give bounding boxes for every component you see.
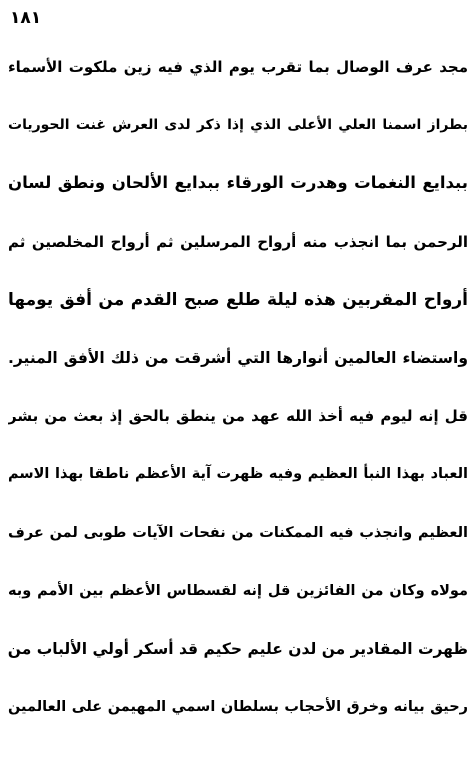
text-line: بطراز اسمنا العلي الأعلى الذي إذا ذكر لدى العرش غنت الحوريات xyxy=(8,117,468,134)
text-line: مجد عرف الوصال بما تقرب يوم الذي فيه زين ملكوت الأسماء xyxy=(8,58,468,76)
text-line: مولاه وكان من الفائزين قل إنه لقسطاس الأعظم بين الأمم وبه xyxy=(8,582,468,599)
text-line: ظهرت المقادير من لدن عليم حكيم قد أسكر أولي الألباب من xyxy=(8,639,468,658)
text-line: أرواح المقربين هذه ليلة طلع صبح القدم من أفق يومها xyxy=(8,289,468,310)
text-line: الرحمن بما انجذب منه أرواح المرسلين ثم أرواح المخلصين ثم xyxy=(8,232,468,251)
text-line: العظيم وانجذب فيه الممكنات من نفحات الآيات طوبى لمن عرف xyxy=(8,524,468,541)
page-number: ١٨١ xyxy=(10,8,42,28)
text-line: رحيق بيانه وخرق الأحجاب بسلطان اسمي المهيمن على العالمين xyxy=(8,699,468,716)
text-block xyxy=(8,38,468,736)
text-line: قل إنه ليوم فيه أخذ الله عهد من ينطق بالحق إذ بعث من بشر xyxy=(8,407,468,426)
text-line: العباد بهذا النبأ العظيم وفيه ظهرت آية الأعظم ناطقا بهذا الاسم xyxy=(8,466,468,483)
text-line: ببدايع النغمات وهدرت الورقاء ببدايع الألحان ونطق لسان xyxy=(8,173,468,193)
text-line: واستضاء العالمين أنوارها التي أشرقت من ذلك الأفق المنير. xyxy=(8,348,468,367)
